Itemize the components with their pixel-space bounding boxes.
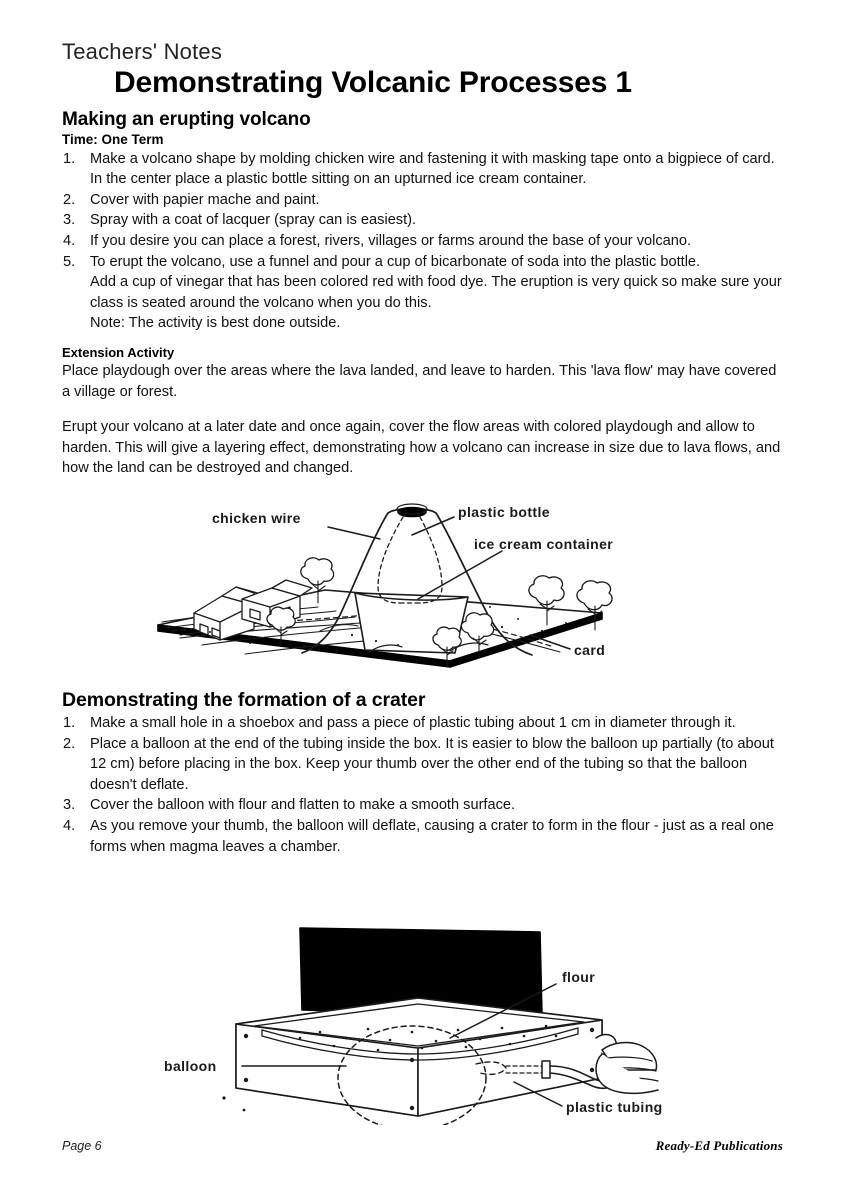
list-item-text: Make a volcano shape by molding chicken wire and fastening it with masking tape onto a bigpiece of card. In the center place a plastic bottle sitting on an upturned ice cream container.	[90, 150, 775, 188]
list-item-number: 4.	[63, 233, 76, 250]
volcano-model-figure	[150, 495, 690, 690]
section2-heading: Demonstrating the formation of a crater	[62, 689, 426, 711]
list-item-text: Spray with a coat of lacquer (spray can is easiest).	[90, 212, 417, 229]
list-item	[62, 231, 782, 252]
section1-step-list	[62, 149, 782, 334]
extension-activity-heading: Extension Activity	[62, 345, 175, 361]
list-item-extra-line: Add a cup of vinegar that has been colored red with food dye. The eruption is very quick so make sure your class is seated around the volcano when you do this.	[90, 274, 782, 311]
label-balloon: balloon	[164, 1058, 217, 1074]
list-item-extra-line: Note: The activity is best done outside.	[90, 315, 341, 332]
list-item-text: To erupt the volcano, use a funnel and pour a cup of bicarbonate of soda into the plastic bottle.	[90, 253, 701, 270]
page-number: Page 6	[62, 1139, 102, 1153]
list-item	[62, 734, 782, 796]
label-plastic-tubing: plastic tubing	[566, 1099, 663, 1115]
shoebox-crater-figure	[150, 920, 690, 1125]
list-item	[62, 795, 782, 816]
list-item-number: 2.	[63, 735, 76, 752]
section2-step-list	[62, 713, 782, 857]
list-item-text: Place a balloon at the end of the tubing inside the box. It is easier to blow the balloon up partially (to about 12 cm) before placing in the box. Keep your thumb over the other end of the tubing so that the balloon doesn't deflate.	[90, 735, 774, 793]
kicker-teachers-notes: Teachers' Notes	[62, 39, 223, 64]
list-item-number: 4.	[63, 817, 76, 834]
list-item-text: Cover the balloon with flour and flatten to make a smooth surface.	[90, 797, 516, 814]
list-item-number: 5.	[63, 253, 76, 270]
list-item	[62, 713, 782, 734]
list-item-text: Cover with papier mache and paint.	[90, 191, 320, 208]
list-item	[62, 149, 782, 190]
list-item-number: 3.	[63, 212, 76, 229]
list-item	[62, 816, 782, 857]
label-flour: flour	[562, 969, 596, 985]
list-item	[62, 190, 782, 211]
section-demonstrating-crater	[62, 689, 782, 857]
page-footer	[62, 1138, 783, 1154]
extension-paragraph-2: Erupt your volcano at a later date and once again, cover the flow areas with colored playdough and allow to harden. This will give a layering effect, demonstrating how a volcano can increase in size due to lava flows, and how the land can be destroyed and changed.	[62, 419, 781, 477]
page-content	[62, 0, 782, 857]
page-header	[62, 0, 782, 101]
section1-heading: Making an erupting volcano	[62, 108, 311, 130]
list-item-number: 1.	[63, 150, 76, 167]
list-item-text: If you desire you can place a forest, rivers, villages or farms around the base of your volcano.	[90, 233, 692, 250]
publisher-name: Ready-Ed Publications	[655, 1138, 783, 1153]
section-making-erupting-volcano	[62, 109, 782, 479]
label-ice-cream-container: ice cream container	[474, 536, 614, 552]
list-item-text: As you remove your thumb, the balloon will deflate, causing a crater to form in the flour - just as a real one forms when magma leaves a chamber.	[90, 817, 774, 855]
label-chicken-wire: chicken wire	[212, 510, 301, 526]
list-item-number: 1.	[63, 715, 76, 731]
list-item	[62, 210, 782, 231]
list-item-number: 3.	[63, 797, 76, 814]
extension-paragraph-1: Place playdough over the areas where the lava landed, and leave to harden. This 'lava flow' may have covered a village or forest.	[62, 363, 777, 400]
list-item	[62, 252, 782, 334]
list-item-text: Make a small hole in a shoebox and pass a piece of plastic tubing about 1 cm in diameter through it.	[90, 715, 736, 731]
label-plastic-bottle: plastic bottle	[458, 504, 550, 520]
label-card: card	[574, 642, 606, 658]
section1-time-label: Time: One Term	[62, 131, 164, 147]
page-title: Demonstrating Volcanic Processes 1	[114, 66, 632, 100]
list-item-number: 2.	[63, 191, 76, 208]
